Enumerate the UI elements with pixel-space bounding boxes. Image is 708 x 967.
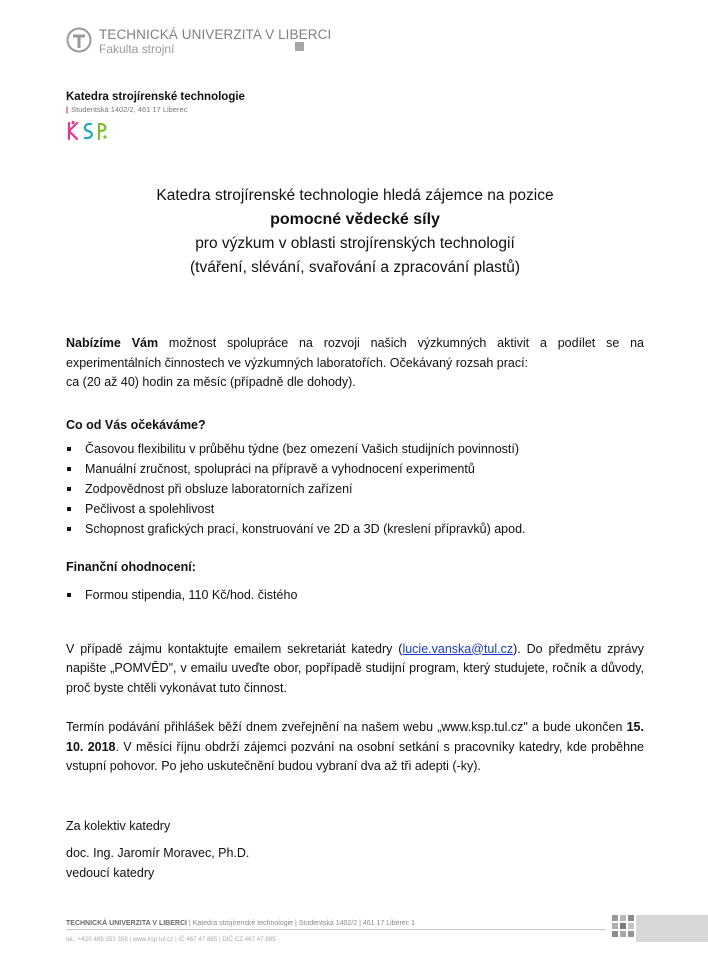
contact-paragraph: [66, 640, 644, 699]
compensation-list: [66, 585, 644, 605]
department-address-text: Studentská 1402/2, 461 17 Liberec: [71, 105, 188, 114]
offer-paragraph: [66, 334, 644, 373]
expectations-title: Co od Vás očekáváme?: [66, 417, 206, 432]
position-heading: [66, 184, 644, 280]
contact-text-before: V případě zájmu kontaktujte emailem sekretariát katedry (: [66, 641, 403, 656]
signature-closing: Za kolektiv katedry: [66, 818, 171, 833]
logo-square: [295, 42, 304, 51]
offer-text: možnost spolupráce na rozvoji našich výzkumných aktivit a podílet se na experimentálních činnostech ve výzkumných laboratořích. Očekávaný rozsah prací:: [66, 336, 644, 370]
university-name: TECHNICKÁ UNIVERZITA V LIBERCI: [99, 27, 332, 42]
offer-hours: ca (20 až 40) hodin za měsíc (případně dle dohody).: [66, 375, 356, 389]
heading-line-3: pro výzkum v oblasti strojírenských technologií: [195, 235, 515, 252]
tul-pixel-mark: [612, 915, 708, 942]
ksp-logo: [66, 120, 112, 142]
heading-position-title: pomocné vědecké síly: [270, 211, 440, 228]
contact-text-after: ). Do předmětu zprávy napište „POMVĚD", v emailu uveďte obor, popřípadě studijní program, který studujete, ročník a důvody, proč byste chtěli vykonávat tuto činnost.: [66, 641, 644, 695]
footer-contacts: tel.: +420 485 353 358 | www.ksp.tul.cz | IČ 467 47 885 | DIČ CZ 467 47 885: [66, 936, 276, 943]
heading-line-1: Katedra strojírenské technologie hledá zájemce na pozice: [156, 187, 554, 204]
offer-lead: Nabízíme Vám: [66, 336, 159, 350]
tul-university-icon: [66, 27, 92, 53]
deadline-date: 15. 10. 2018: [66, 720, 644, 754]
document-body: [66, 334, 644, 883]
deadline-paragraph: [66, 718, 644, 777]
signature-name: doc. Ing. Jaromír Moravec, Ph.D.: [66, 846, 250, 860]
deadline-text-before: Termín podávání přihlášek běží dnem zveřejnění na našem webu „www.ksp.tul.cz" a bude ukončen: [66, 720, 623, 734]
list-item: Pečlivost a spolehlivost: [66, 499, 644, 519]
address-bar: |: [66, 105, 69, 114]
footer-university: TECHNICKÁ UNIVERZITA V LIBERCI: [66, 920, 187, 927]
expectations-list: [66, 439, 644, 539]
list-item: Manuální zručnost, spolupráci na přípravě a vyhodnocení experimentů: [66, 459, 644, 479]
list-item: Zodpovědnost při obsluze laboratorních zařízení: [66, 479, 644, 499]
footer-divider: [66, 929, 606, 930]
footer: [66, 920, 426, 943]
department-address: [66, 105, 245, 114]
list-item: Formou stipendia, 110 Kč/hod. čistého: [66, 585, 644, 605]
university-logo: [66, 25, 332, 57]
deadline-text-after: . V měsíci říjnu obdrží zájemci pozvání na osobní setkání s pracovníky katedry, kde proběhne vstupní pohovor. Po jeho uskutečnění budou vybraní dva až tři adepti (-ky).: [66, 739, 644, 773]
list-item: Schopnost grafických prací, konstruování ve 2D a 3D (kreslení přípravků) apod.: [66, 519, 644, 539]
footer-address: | Katedra strojírenské technologie | Studentská 1402/2 | 461 17 Liberec 1: [186, 920, 415, 927]
faculty-name: Fakulta strojní: [99, 42, 175, 56]
email-link[interactable]: lucie.vanska@tul.cz: [402, 641, 514, 656]
signature-role: vedoucí katedry: [66, 865, 155, 880]
compensation-title: Finanční ohodnocení:: [66, 560, 196, 574]
footer-address-line: [66, 920, 426, 927]
department-name: Katedra strojírenské technologie: [66, 91, 245, 103]
heading-line-4: (tváření, slévání, svařování a zpracování plastů): [190, 259, 520, 276]
list-item: Časovou flexibilitu v průběhu týdne (bez omezení Vašich studijních povinností): [66, 439, 644, 459]
department-block: [66, 91, 245, 114]
